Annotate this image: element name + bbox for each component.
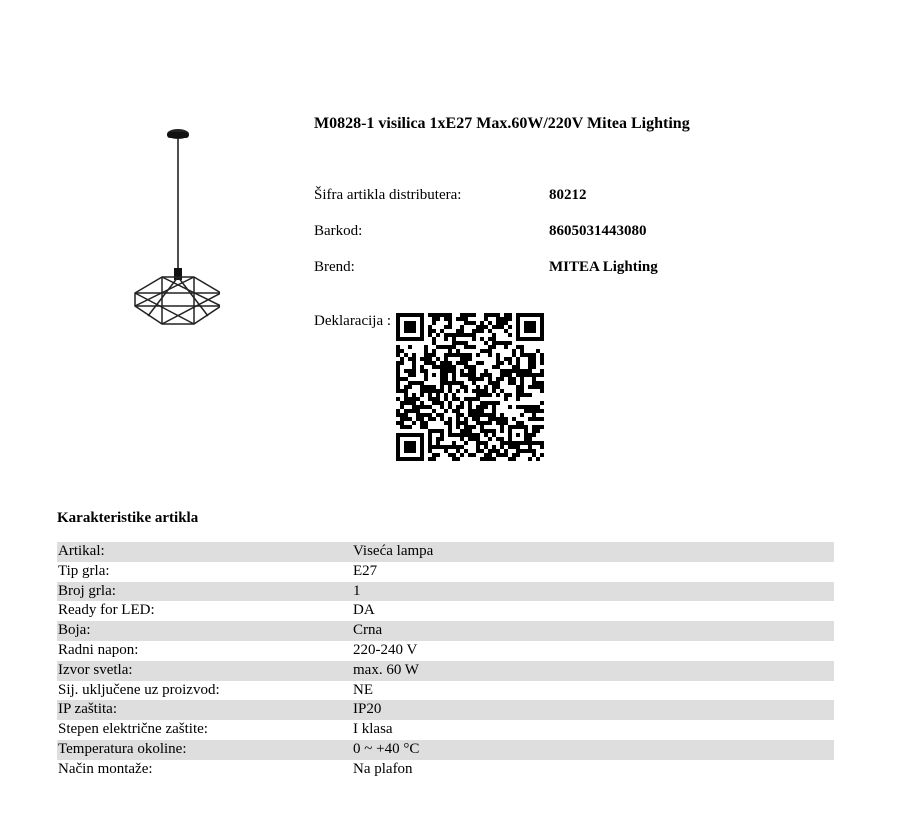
spec-row	[57, 542, 834, 562]
sifra-value: 80212	[549, 187, 587, 203]
spec-value: 1	[353, 582, 361, 599]
spec-value: E27	[353, 562, 378, 579]
spec-label: Temperatura okoline:	[58, 740, 187, 757]
brend-label: Brend:	[314, 259, 355, 275]
spec-value: NE	[353, 681, 373, 698]
spec-label: Izvor svetla:	[58, 661, 133, 678]
spec-value: 220-240 V	[353, 641, 418, 658]
barkod-label: Barkod:	[314, 223, 363, 239]
spec-label: Sij. uključene uz proizvod:	[58, 681, 220, 698]
spec-label: Radni napon:	[58, 641, 139, 658]
qr-code-icon	[396, 313, 544, 461]
spec-row	[57, 562, 834, 582]
spec-label: Stepen električne zaštite:	[58, 721, 208, 738]
spec-value: 0 ~ +40 °C	[353, 740, 420, 757]
spec-row	[57, 740, 834, 760]
spec-row	[57, 661, 834, 681]
spec-value: DA	[353, 602, 375, 619]
spec-value: I klasa	[353, 721, 393, 738]
spec-label: Ready for LED:	[58, 602, 155, 619]
spec-row	[57, 582, 834, 602]
brend-value: MITEA Lighting	[549, 259, 658, 275]
spec-row	[57, 720, 834, 740]
pendant-lamp-geometric-wire-icon	[128, 120, 220, 330]
spec-row	[57, 760, 834, 780]
barkod-value: 8605031443080	[549, 223, 647, 239]
spec-row	[57, 641, 834, 661]
spec-value: max. 60 W	[353, 661, 419, 678]
spec-label: Način montaže:	[58, 760, 153, 777]
spec-row	[57, 700, 834, 720]
spec-row	[57, 681, 834, 701]
sifra-label: Šifra artikla distributera:	[314, 187, 462, 203]
spec-table	[57, 542, 834, 780]
spec-label: Broj grla:	[58, 582, 116, 599]
spec-row	[57, 601, 834, 621]
specs-title: Karakteristike artikla	[57, 510, 199, 526]
spec-value: Crna	[353, 622, 383, 639]
spec-label: Artikal:	[58, 543, 105, 559]
product-title: M0828-1 visilica 1xE27 Max.60W/220V Mitea Lighting	[314, 115, 690, 132]
spec-row	[57, 621, 834, 641]
spec-value: IP20	[353, 701, 382, 718]
spec-label: Boja:	[58, 622, 91, 639]
spec-label: Tip grla:	[58, 562, 110, 579]
spec-value: Na plafon	[353, 760, 413, 777]
spec-value: Viseća lampa	[353, 543, 434, 559]
spec-label: IP zaštita:	[58, 701, 118, 718]
deklaracija-label: Deklaracija :	[314, 313, 392, 329]
